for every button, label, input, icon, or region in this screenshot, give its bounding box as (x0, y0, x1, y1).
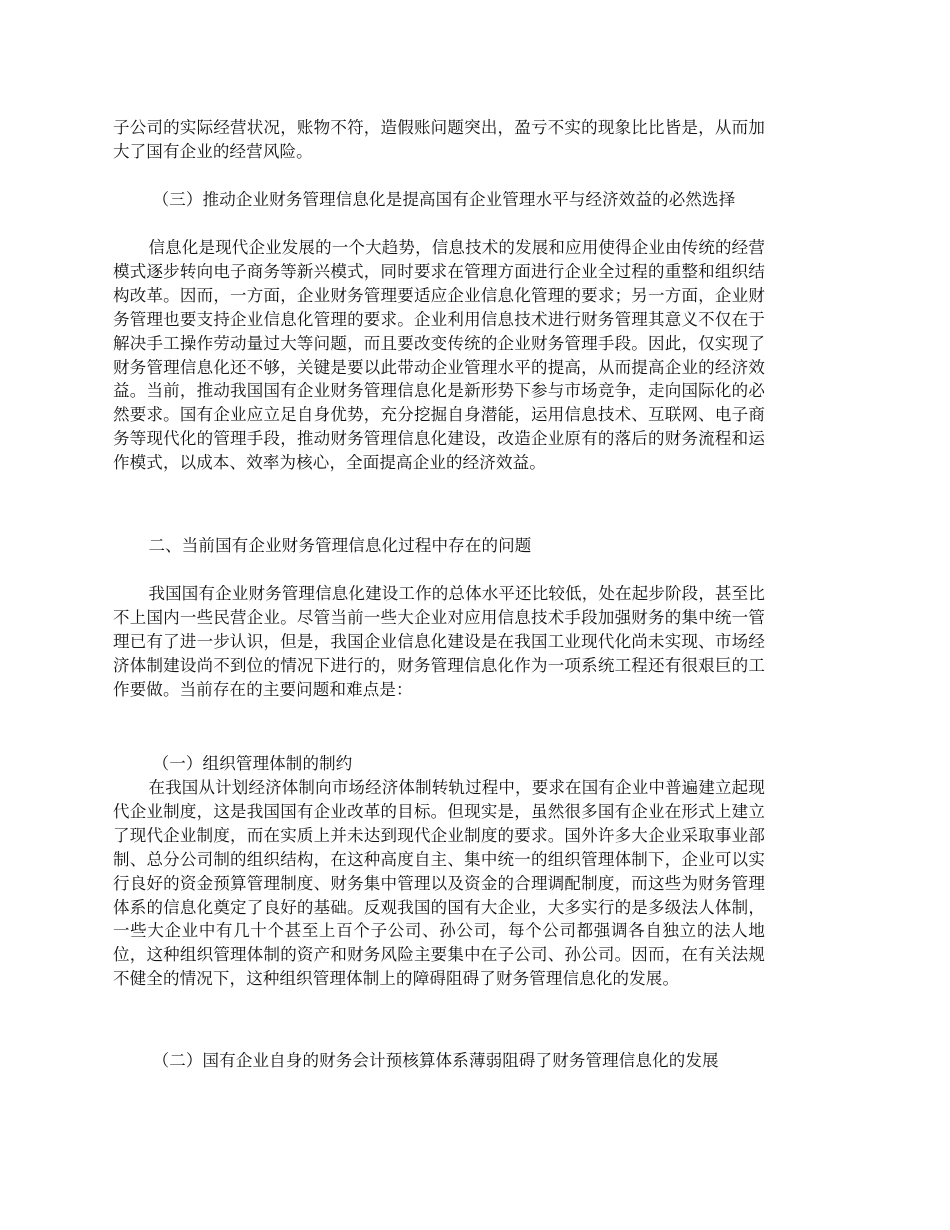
section-3-paragraph (113, 236, 765, 475)
heading-text: 二、当前国有企业财务管理信息化过程中存在的问题 (148, 536, 532, 555)
subsection-1-heading (113, 752, 765, 776)
continuation-paragraph (113, 116, 765, 164)
part-2-heading (113, 534, 765, 558)
paragraph-text: 子公司的实际经营状况，账物不符，造假账问题突出，盈亏不实的现象比比皆是，从而加大了国有企业的经营风险。 (113, 118, 765, 161)
heading-text: （一）组织管理体制的制约 (152, 754, 353, 773)
part-2-paragraph (113, 582, 765, 702)
paragraph-text: 在我国从计划经济体制向市场经济体制转轨过程中，要求在国有企业中普遍建立起现代企业制度，这是我国国有企业改革的目标。但现实是，虽然很多国有企业在形式上建立了现代企业制度，而在实质上并未达到现代企业制度的要求。国外许多大企业采取事业部制、总分公司制的组织结构，在这种高度自主、集中统一的组织管理体制下，企业可以实行良好的资金预算管理制度、财务集中管理以及资金的合理调配制度，而这些为财务管理体系的信息化奠定了良好的基础。反观我国的国有大企业，大多实行的是多级法人体制，一些大企业中有几十个甚至上百个子公司、孙公司，每个公司都强调各自独立的法人地位，这种组织管理体制的资产和财务风险主要集中在子公司、孙公司。因而，在有关法规不健全的情况下，这种组织管理体制上的障碍阻碍了财务管理信息化的发展。 (113, 778, 765, 989)
paragraph-text: 信息化是现代企业发展的一个大趋势，信息技术的发展和应用使得企业由传统的经营模式逐步转向电子商务等新兴模式，同时要求在管理方面进行企业全过程的重整和组织结构改革。因而，一方面，企业财务管理要适应企业信息化管理的要求；另一方面，企业财务管理也要支持企业信息化管理的要求。企业利用信息技术进行财务管理其意义不仅在于解决手工操作劳动量过大等问题，而且要改变传统的企业财务管理手段。因此，仅实现了财务管理信息化还不够，关键是要以此带动企业管理水平的提高，从而提高企业的经济效益。当前，推动我国国有企业财务管理信息化是新形势下参与市场竞争，走向国际化的必然要求。国有企业应立足自身优势，充分挖掘自身潜能，运用信息技术、互联网、电子商务等现代化的管理手段，推动财务管理信息化建设，改造企业原有的落后的财务流程和运作模式，以成本、效率为核心，全面提高企业的经济效益。 (113, 238, 765, 473)
heading-text: （三）推动企业财务管理信息化是提高国有企业管理水平与经济效益的必然选择 (152, 190, 736, 209)
paragraph-text: 我国国有企业财务管理信息化建设工作的总体水平还比较低，处在起步阶段，甚至比不上国内一些民营企业。尽管当前一些大企业对应用信息技术手段加强财务的集中统一管理已有了进一步认识，但是，我国企业信息化建设是在我国工业现代化尚未实现、市场经济体制建设尚不到位的情况下进行的，财务管理信息化作为一项系统工程还有很艰巨的工作要做。当前存在的主要问题和难点是： (113, 584, 765, 699)
heading-text: （二）国有企业自身的财务会计预核算体系薄弱阻碍了财务管理信息化的发展 (152, 1051, 719, 1070)
section-3-heading (113, 188, 765, 212)
subsection-1-paragraph (113, 776, 765, 991)
subsection-2-heading (113, 1049, 765, 1073)
